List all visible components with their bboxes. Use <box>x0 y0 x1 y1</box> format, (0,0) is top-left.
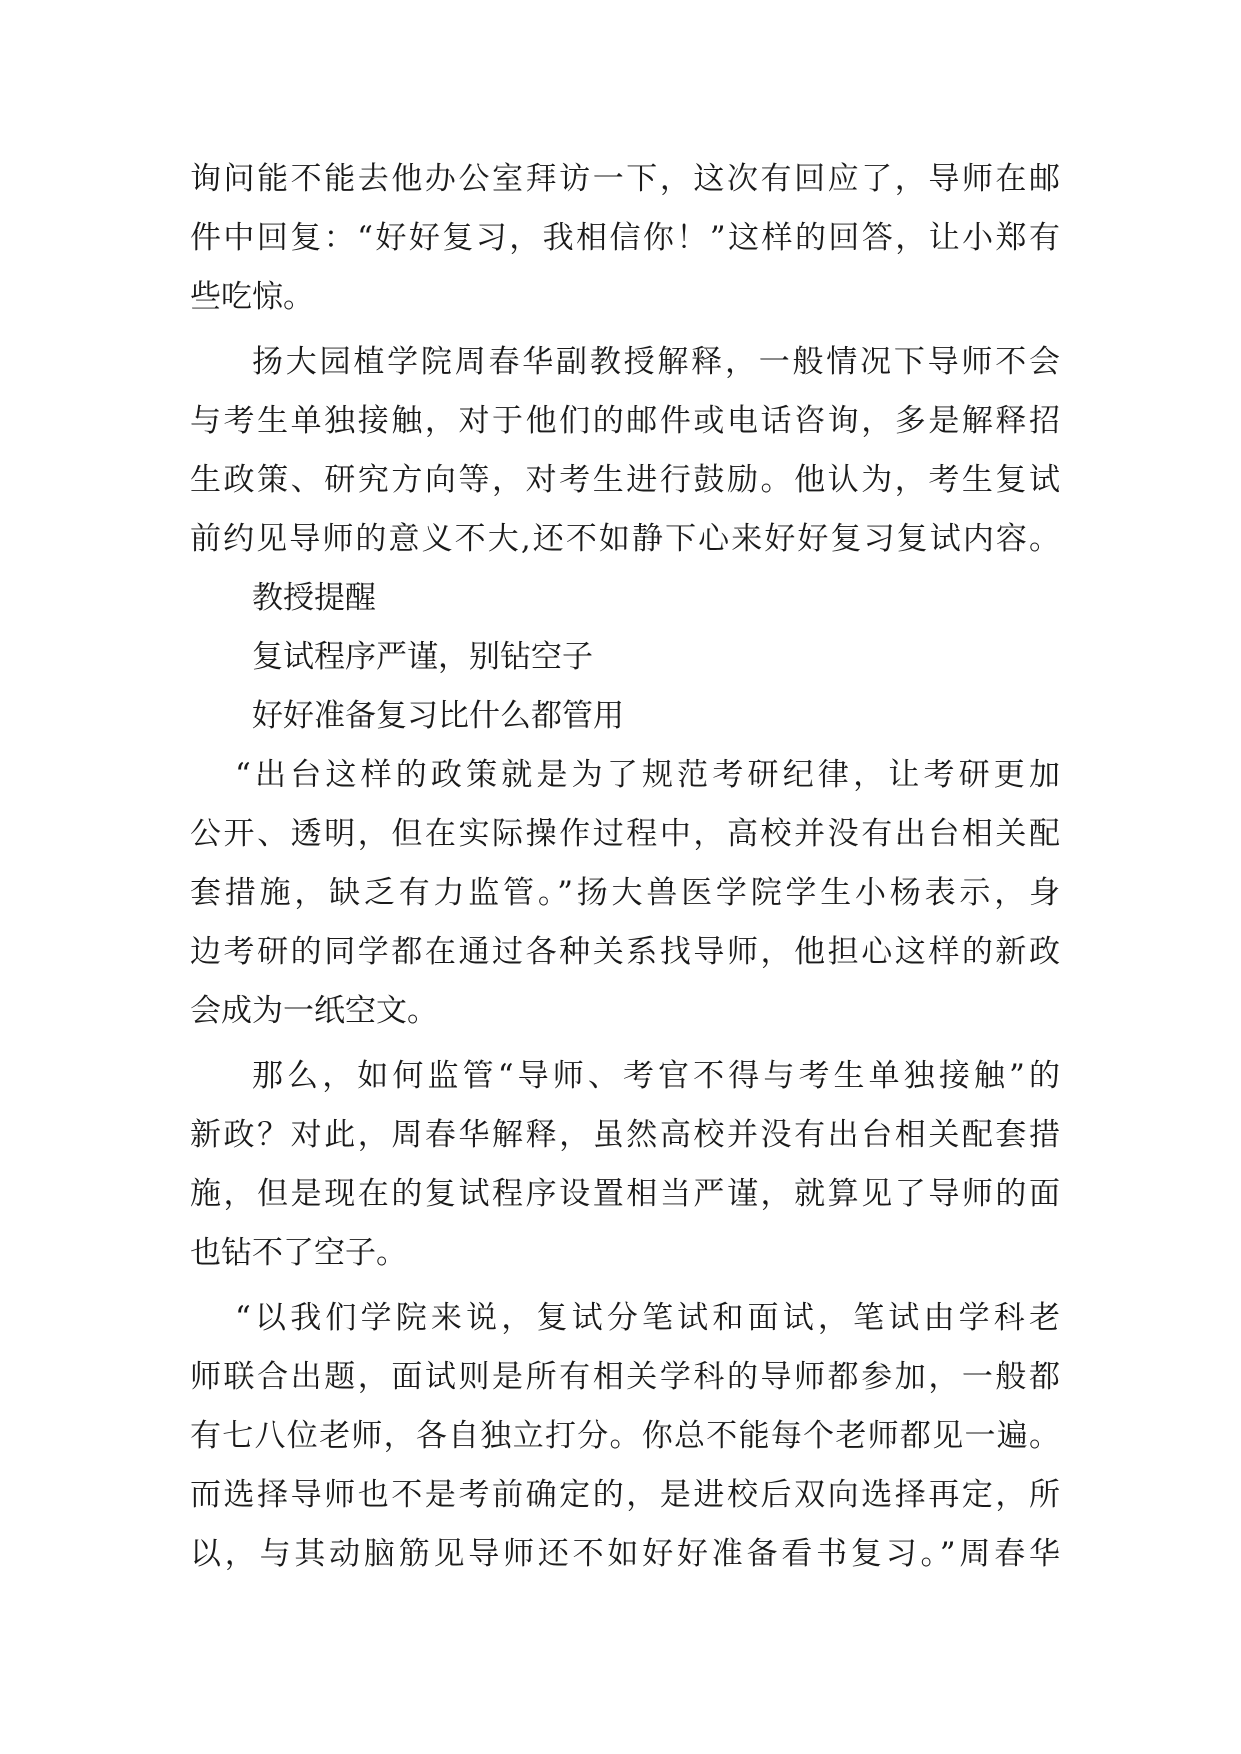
text-line: 会成为一纸空文。 <box>190 993 438 1029</box>
text-line: 询问能不能去他办公室拜访一下，这次有回应了，导师在邮 <box>190 161 1060 197</box>
text-line: 前约见导师的意义不大,还不如静下心来好好复习复试内容。 <box>190 521 1060 557</box>
text-line: 与考生单独接触，对于他们的邮件或电话咨询，多是解释招 <box>190 403 1060 439</box>
text-line: 些吃惊。 <box>190 279 314 315</box>
text-line: 也钻不了空子。 <box>190 1235 407 1271</box>
text-line: 以，与其动脑筋见导师还不如好好准备看书复习。”周春华 <box>190 1536 1060 1572</box>
text-line: 边考研的同学都在通过各种关系找导师，他担心这样的新政 <box>190 934 1060 970</box>
section-subheading: 好好准备复习比什么都管用 <box>252 698 624 734</box>
text-line: 施，但是现在的复试程序设置相当严谨，就算见了导师的面 <box>190 1176 1060 1212</box>
text-line: 公开、透明，但在实际操作过程中，高校并没有出台相关配 <box>190 816 1060 852</box>
text-line: 有七八位老师，各自独立打分。你总不能每个老师都见一遍。 <box>190 1418 1060 1454</box>
section-subheading: 复试程序严谨，别钻空子 <box>252 639 593 675</box>
text-line: 而选择导师也不是考前确定的，是进校后双向选择再定，所 <box>190 1477 1060 1513</box>
document-body <box>190 150 1060 1584</box>
text-line: 新政？对此，周春华解释，虽然高校并没有出台相关配套措 <box>190 1117 1060 1153</box>
text-line: 师联合出题，面试则是所有相关学科的导师都参加，一般都 <box>190 1359 1060 1395</box>
paragraph-first-line: “以我们学院来说，复试分笔试和面试，笔试由学科老 <box>235 1300 1060 1336</box>
paragraph-first-line: 扬大园植学院周春华副教授解释，一般情况下导师不会 <box>252 344 1060 380</box>
text-line: 件中回复：“好好复习，我相信你！”这样的回答，让小郑有 <box>190 220 1060 256</box>
text-line: 套措施，缺乏有力监管。”扬大兽医学院学生小杨表示，身 <box>190 875 1060 911</box>
paragraph-first-line: “出台这样的政策就是为了规范考研纪律，让考研更加 <box>235 757 1060 793</box>
text-line: 生政策、研究方向等，对考生进行鼓励。他认为，考生复试 <box>190 462 1060 498</box>
section-heading: 教授提醒 <box>252 580 376 616</box>
paragraph-first-line: 那么，如何监管“导师、考官不得与考生单独接触”的 <box>252 1058 1060 1094</box>
